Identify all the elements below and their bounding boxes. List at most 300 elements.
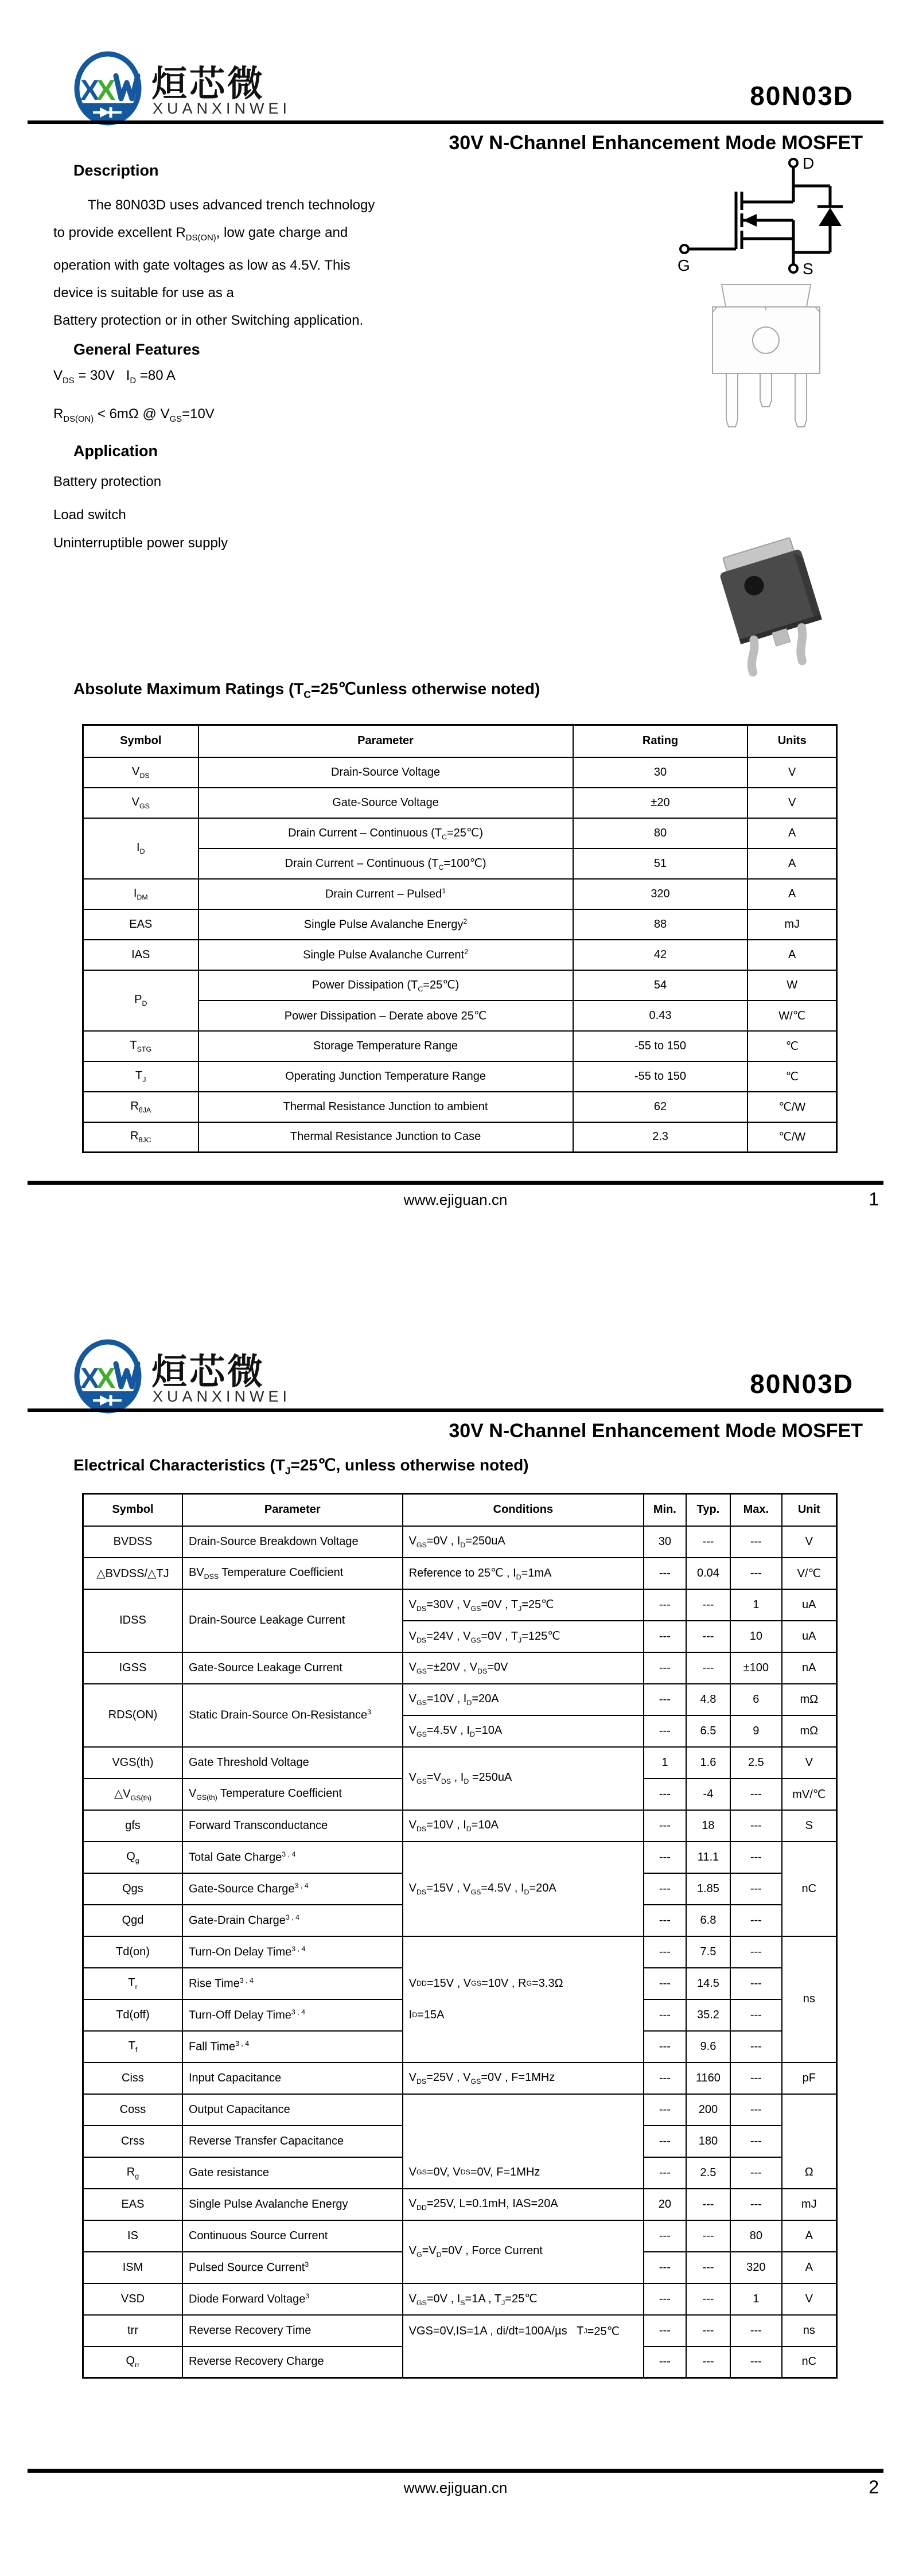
- table-row: [83, 2189, 837, 2220]
- page-subtitle: 30V N-Channel Enhancement Mode MOSFET: [449, 132, 863, 154]
- package-3d-image: [713, 534, 836, 686]
- electrical-characteristics-title: Electrical Characteristics ($T_J=25℃$, unless otherwise noted): [73, 1456, 529, 1477]
- header-rule: [28, 1408, 883, 1412]
- table-cell: 0.04: [686, 1558, 731, 1589]
- table-cell: $V_{GS}=4.5V$ , $I_D=10A$: [403, 1715, 644, 1747]
- table-cell: Operating Junction Temperature Range: [198, 1061, 573, 1092]
- column-header: Conditions: [403, 1494, 644, 1526]
- table-cell: ---: [730, 2031, 781, 2063]
- table-cell: ---: [730, 1558, 781, 1589]
- table-cell: Td(off): [83, 1999, 182, 2031]
- table-cell: 54: [573, 970, 748, 1001]
- description-line: Battery protection or in other Switching application.: [53, 312, 364, 328]
- logo-mark-icon: [72, 1338, 146, 1418]
- table-cell: 1.85: [686, 1873, 731, 1905]
- column-header: Unit: [782, 1494, 837, 1526]
- table-header-row: [83, 1494, 837, 1526]
- column-header: Parameter: [182, 1494, 403, 1526]
- table-cell: ---: [730, 1968, 781, 1999]
- table-cell: Static Drain-Source On-Resistance$^3$: [182, 1684, 403, 1747]
- logo-letter: X: [96, 74, 116, 106]
- table-cell: V DD =15V , V GS =10V , R G =3.3Ω I D =15A: [403, 1936, 644, 2063]
- table-row: [83, 2315, 837, 2347]
- table-cell: 62: [573, 1092, 748, 1122]
- abs-max-ratings-table: [82, 724, 838, 1153]
- table-cell: pF: [782, 2063, 837, 2094]
- table-cell: S: [782, 1810, 837, 1842]
- table-cell: ---: [730, 1810, 781, 1842]
- table-cell: mΩ: [782, 1684, 837, 1715]
- table-cell: ---: [644, 1715, 686, 1747]
- table-cell: ---: [730, 2347, 781, 2378]
- table-cell: ---: [644, 2126, 686, 2157]
- table-cell: $P_D$: [83, 970, 198, 1031]
- table-cell: Total Gate Charge$^{3 , 4}$: [182, 1842, 403, 1873]
- table-cell: Single Pulse Avalanche Current$^2$: [198, 940, 573, 970]
- page-subtitle: 30V N-Channel Enhancement Mode MOSFET: [449, 1420, 863, 1442]
- table-cell: $V_{DS}=10V$ , $I_D=10A$: [403, 1810, 644, 1842]
- table-cell: Rise Time$^{3 , 4}$: [182, 1968, 403, 1999]
- table-cell: RDS(ON): [83, 1684, 182, 1747]
- table-cell: IDSS: [83, 1589, 182, 1652]
- table-cell: ---: [686, 2347, 731, 2378]
- table-cell: Drain-Source Leakage Current: [182, 1589, 403, 1652]
- table-cell: Reverse Recovery Charge: [182, 2347, 403, 2378]
- table-cell: ---: [644, 1589, 686, 1621]
- table-cell: ---: [644, 2031, 686, 2063]
- table-cell: VSD: [83, 2283, 182, 2315]
- table-cell: -4: [686, 1779, 731, 1810]
- table-cell: A: [782, 2252, 837, 2283]
- table-cell: VGS=0V,IS=1A , di/dt=100A/µs T J =25℃: [403, 2315, 644, 2378]
- table-cell: $V_{DS}=15V$ , $V_{GS}=4.5V$ , $I_D=20A$: [403, 1842, 644, 1936]
- table-cell: ---: [644, 2220, 686, 2252]
- description-line: device is suitable for use as a: [53, 285, 234, 301]
- table-row: [83, 1747, 837, 1779]
- table-row: [83, 2094, 837, 2126]
- table-cell: V GS =0V, V DS =0V, F=1MHz: [403, 2094, 644, 2189]
- table-cell: Ciss: [83, 2063, 182, 2094]
- table-cell: nC: [782, 2347, 837, 2378]
- table-cell: $Q_g$: [83, 1842, 182, 1873]
- table-cell: 30: [644, 1526, 686, 1558]
- table-cell: ---: [644, 1558, 686, 1589]
- table-cell: ---: [730, 1779, 781, 1810]
- table-cell: $BV_{DSS}$ Temperature Coefficient: [182, 1558, 403, 1589]
- table-cell: $T_r$: [83, 1968, 182, 1999]
- footer-rule: [28, 2469, 883, 2473]
- table-cell: ---: [686, 2252, 731, 2283]
- table-cell: 42: [573, 940, 748, 970]
- table-cell: ---: [730, 1999, 781, 2031]
- column-header: Max.: [730, 1494, 781, 1526]
- table-cell: 6.8: [686, 1905, 731, 1936]
- table-cell: ℃: [748, 1031, 836, 1061]
- column-header: Rating: [573, 725, 748, 757]
- footer-rule: [28, 1181, 883, 1185]
- table-cell: $V_{GS}=\pm 20V$ , $V_{DS}=0V$: [403, 1652, 644, 1684]
- table-cell: 2.5: [730, 1747, 781, 1779]
- table-cell: Qgd: [83, 1905, 182, 1936]
- table-cell: VGS(th): [83, 1747, 182, 1779]
- column-header: Symbol: [83, 1494, 182, 1526]
- table-cell: 1160: [686, 2063, 731, 2094]
- table-row: [83, 1684, 837, 1715]
- table-row: [83, 1558, 837, 1589]
- table-cell: Gate Threshold Voltage: [182, 1747, 403, 1779]
- table-cell: uA: [782, 1621, 837, 1652]
- table-cell: A: [748, 849, 836, 879]
- table-cell: Gate-Drain Charge$^{3 , 4}$: [182, 1905, 403, 1936]
- table-row: [83, 1092, 837, 1122]
- table-cell: Drain-Source Voltage: [198, 757, 573, 788]
- table-cell: △BVDSS/△TJ: [83, 1558, 182, 1589]
- table-cell: 6: [730, 1684, 781, 1715]
- terminal-label-drain: D: [803, 156, 815, 172]
- table-cell: $I_{DM}$: [83, 879, 198, 909]
- table-cell: Thermal Resistance Junction to ambient: [198, 1092, 573, 1122]
- table-cell: $T_J$: [83, 1061, 198, 1092]
- table-cell: mJ: [748, 909, 836, 940]
- table-cell: ---: [686, 2189, 731, 2220]
- column-header: Min.: [644, 1494, 686, 1526]
- table-row: [83, 757, 837, 788]
- table-cell: 9.6: [686, 2031, 731, 2063]
- table-cell: Drain Current – Continuous $(T_C=100℃)$: [198, 849, 573, 879]
- table-cell: ---: [644, 2315, 686, 2347]
- table-cell: Continuous Source Current: [182, 2220, 403, 2252]
- table-cell: ---: [686, 1621, 731, 1652]
- footer-website: www.ejiguan.cn: [403, 1191, 508, 1208]
- table-row: [83, 818, 837, 849]
- table-cell: 20: [644, 2189, 686, 2220]
- table-cell: Input Capacitance: [182, 2063, 403, 2094]
- table-row: [83, 1589, 837, 1621]
- table-cell: Gate-Source Voltage: [198, 788, 573, 818]
- table-cell: Qgs: [83, 1873, 182, 1905]
- table-cell: ---: [644, 1652, 686, 1684]
- table-cell: 4.8: [686, 1684, 731, 1715]
- table-cell: A: [748, 879, 836, 909]
- table-cell: $V_{GS}=0V$ , $I_D=250uA$: [403, 1526, 644, 1558]
- application-title: Application: [73, 442, 158, 460]
- table-row: [83, 2220, 837, 2252]
- table-cell: 6.5: [686, 1715, 731, 1747]
- table-cell: $V_{GS}$: [83, 788, 198, 818]
- table-cell: 0.43: [573, 1001, 748, 1031]
- table-cell: Coss: [83, 2094, 182, 2126]
- table-cell: $\triangle V_{GS(th)}$: [83, 1779, 182, 1810]
- table-cell: V: [748, 788, 836, 818]
- part-number: 80N03D: [750, 1369, 854, 1399]
- table-cell: A: [748, 818, 836, 849]
- table-cell: $R_{\theta JC}$: [83, 1122, 198, 1153]
- table: [82, 1493, 838, 2379]
- table-cell: ---: [686, 2315, 731, 2347]
- table-cell: Power Dissipation – Derate above 25℃: [198, 1001, 573, 1031]
- table-row: [83, 1526, 837, 1558]
- table-cell: IS: [83, 2220, 182, 2252]
- table-row: [83, 1122, 837, 1153]
- table-cell: V: [782, 1747, 837, 1779]
- table-cell: ---: [686, 2220, 731, 2252]
- table-row: [83, 2063, 837, 2094]
- logo-chinese-name: 烜芯微: [151, 64, 266, 104]
- column-header: Units: [748, 725, 836, 757]
- table-cell: ---: [644, 1999, 686, 2031]
- table-cell: Reverse Recovery Time: [182, 2315, 403, 2347]
- table-cell: -55 to 150: [573, 1031, 748, 1061]
- table-cell: Pulsed Source Current$^3$: [182, 2252, 403, 2283]
- column-header: Parameter: [198, 725, 573, 757]
- table-cell: 200: [686, 2094, 731, 2126]
- table-cell: mJ: [782, 2189, 837, 2220]
- table-cell: ---: [644, 1968, 686, 1999]
- table-cell: ---: [644, 1684, 686, 1715]
- table-row: [83, 788, 837, 818]
- feature-line: $V_{DS} = 30V$ $I_D =80$ A: [53, 368, 176, 386]
- table-cell: V: [782, 2283, 837, 2315]
- table-cell: ns: [782, 1936, 837, 2063]
- table-cell: ---: [644, 2283, 686, 2315]
- table-cell: EAS: [83, 909, 198, 940]
- description-line: to provide excellent $R_{DS(ON)}$, low gate charge and: [53, 225, 348, 243]
- electrical-characteristics-table: [82, 1493, 838, 2379]
- table-cell: ---: [644, 1842, 686, 1873]
- table-cell: Turn-On Delay Time$^{3 , 4}$: [182, 1936, 403, 1968]
- logo-letter: X: [80, 74, 100, 106]
- table-cell: ---: [686, 2283, 731, 2315]
- table-cell: nC: [782, 1842, 837, 1936]
- logo-chinese-name: 烜芯微: [151, 1352, 266, 1392]
- table-cell: ---: [730, 2126, 781, 2157]
- table-cell: 18: [686, 1810, 731, 1842]
- table-cell: 51: [573, 849, 748, 879]
- table-cell: W: [748, 970, 836, 1001]
- table-row: [83, 879, 837, 909]
- table-cell: ±100: [730, 1652, 781, 1684]
- description-paragraph: [53, 192, 489, 334]
- table-cell: $R_{\theta JA}$: [83, 1092, 198, 1122]
- table-cell: A: [748, 940, 836, 970]
- table-cell: IAS: [83, 940, 198, 970]
- table-cell: trr: [83, 2315, 182, 2347]
- table-cell: $I_D$: [83, 818, 198, 879]
- table-cell: $V_{DS}$: [83, 757, 198, 788]
- terminal-label-source: S: [803, 260, 813, 278]
- table-cell: W/℃: [748, 1001, 836, 1031]
- table-cell: mΩ: [782, 1715, 837, 1747]
- column-header: Typ.: [686, 1494, 731, 1526]
- table-cell: ---: [686, 1589, 731, 1621]
- table-cell: ---: [730, 1905, 781, 1936]
- general-features-title: General Features: [73, 341, 200, 358]
- table-cell: Drain Current – Pulsed$^1$: [198, 879, 573, 909]
- table-cell: Ω: [782, 2094, 837, 2189]
- table-cell: Drain Current – Continuous $(T_C=25℃)$: [198, 818, 573, 849]
- table-cell: Gate-Source Leakage Current: [182, 1652, 403, 1684]
- table-cell: $Q_{rr}$: [83, 2347, 182, 2378]
- table-cell: Thermal Resistance Junction to Case: [198, 1122, 573, 1153]
- table-cell: 320: [730, 2252, 781, 2283]
- table-cell: ---: [644, 1873, 686, 1905]
- table-cell: 7.5: [686, 1936, 731, 1968]
- table-cell: mV/℃: [782, 1779, 837, 1810]
- table-cell: ---: [730, 2063, 781, 2094]
- logo-letter: X: [80, 1362, 100, 1394]
- table-cell: 180: [686, 2126, 731, 2157]
- table-cell: ---: [730, 1842, 781, 1873]
- table: [82, 724, 838, 1153]
- table-cell: Reverse Transfer Capacitance: [182, 2126, 403, 2157]
- table-cell: 88: [573, 909, 748, 940]
- header-rule: [28, 120, 883, 124]
- table-cell: ---: [730, 2094, 781, 2126]
- package-outline-drawing: [704, 282, 828, 440]
- table-cell: $V_{GS}=V_{DS}$ , $I_D =250uA$: [403, 1747, 644, 1810]
- table-row: [83, 1652, 837, 1684]
- table-cell: 80: [573, 818, 748, 849]
- application-item: Load switch: [53, 507, 126, 523]
- table-cell: V: [748, 757, 836, 788]
- table-cell: ℃/W: [748, 1122, 836, 1153]
- table-cell: Reference to 25℃ , $I_D=1mA$: [403, 1558, 644, 1589]
- table-cell: ---: [644, 2157, 686, 2189]
- table-cell: ---: [730, 1936, 781, 1968]
- table-cell: 30: [573, 757, 748, 788]
- table-cell: Turn-Off Delay Time$^{3 , 4}$: [182, 1999, 403, 2031]
- table-cell: Output Capacitance: [182, 2094, 403, 2126]
- table-cell: V: [782, 1526, 837, 1558]
- page-2: [0, 1288, 911, 2576]
- table-cell: IGSS: [83, 1652, 182, 1684]
- page-number: 2: [869, 2477, 879, 2497]
- part-number: 80N03D: [750, 81, 854, 111]
- table-cell: $V_G=V_D=0V$ , Force Current: [403, 2220, 644, 2283]
- table-cell: ---: [644, 1905, 686, 1936]
- table-cell: $V_{DS}=24V$ , $V_{GS}=0V$ , $T_J=125℃$: [403, 1621, 644, 1652]
- table-cell: ---: [686, 1526, 731, 1558]
- logo-letter: X: [96, 1362, 116, 1394]
- table-cell: ---: [644, 2252, 686, 2283]
- table-cell: $V_{GS}=0V$ , $I_S=1A$ , $T_J=25℃$: [403, 2283, 644, 2315]
- table-cell: Gate resistance: [182, 2157, 403, 2189]
- table-cell: $T_{STG}$: [83, 1031, 198, 1061]
- table-cell: Crss: [83, 2126, 182, 2157]
- table-row: [83, 940, 837, 970]
- table-row: [83, 1936, 837, 1968]
- table-cell: ---: [644, 1621, 686, 1652]
- table-cell: EAS: [83, 2189, 182, 2220]
- terminal-label-gate: G: [678, 256, 690, 274]
- table-row: [83, 1842, 837, 1873]
- table-cell: uA: [782, 1589, 837, 1621]
- table-cell: ---: [644, 1779, 686, 1810]
- table-row: [83, 1061, 837, 1092]
- table-cell: $V_{GS}=10V$ , $I_D=20A$: [403, 1684, 644, 1715]
- logo-english-name: XUANXINWEI: [153, 100, 291, 117]
- table-cell: A: [782, 2220, 837, 2252]
- table-cell: $V_{DS}=25V$ , $V_{GS}=0V$ , F=1MHz: [403, 2063, 644, 2094]
- table-cell: ---: [730, 2315, 781, 2347]
- table-row: [83, 2283, 837, 2315]
- table-cell: ---: [730, 1873, 781, 1905]
- table-cell: ---: [730, 2189, 781, 2220]
- table-cell: Diode Forward Voltage$^3$: [182, 2283, 403, 2315]
- description-line: The 80N03D uses advanced trench technology: [88, 197, 375, 213]
- table-cell: ---: [730, 1526, 781, 1558]
- table-cell: 1: [730, 2283, 781, 2315]
- table-cell: 2.3: [573, 1122, 748, 1153]
- table-cell: Forward Transconductance: [182, 1810, 403, 1842]
- table-cell: Gate-Source Charge$^{3 , 4}$: [182, 1873, 403, 1905]
- abs-max-ratings-title: Absolute Maximum Ratings ($T_C=25℃unless$ otherwise noted): [73, 680, 540, 701]
- table-header-row: [83, 725, 837, 757]
- table-cell: ---: [644, 1936, 686, 1968]
- table-row: [83, 1810, 837, 1842]
- table-cell: 9: [730, 1715, 781, 1747]
- table-cell: V/℃: [782, 1558, 837, 1589]
- logo-english-name: XUANXINWEI: [153, 1388, 291, 1405]
- table-cell: 1: [644, 1747, 686, 1779]
- table-cell: Fall Time$^{3 , 4}$: [182, 2031, 403, 2063]
- column-header: Symbol: [83, 725, 198, 757]
- table-cell: BVDSS: [83, 1526, 182, 1558]
- logo-mark-icon: [72, 50, 146, 130]
- table-cell: 2.5: [686, 2157, 731, 2189]
- table-cell: Td(on): [83, 1936, 182, 1968]
- table-cell: -55 to 150: [573, 1061, 748, 1092]
- table-cell: ISM: [83, 2252, 182, 2283]
- table-cell: Power Dissipation $(T_C=25℃)$: [198, 970, 573, 1001]
- feature-line: $R_{DS(ON)} < 6m\Omega$ @ $V_{GS}=10V$: [53, 406, 215, 424]
- table-cell: 1: [730, 1589, 781, 1621]
- table-cell: ---: [644, 2347, 686, 2378]
- table-cell: ---: [644, 1810, 686, 1842]
- table-cell: $V_{GS(th)}$ Temperature Coefficient: [182, 1779, 403, 1810]
- table-cell: 80: [730, 2220, 781, 2252]
- page-number: 1: [869, 1189, 879, 1209]
- description-title: Description: [73, 162, 159, 179]
- table-cell: $R_g$: [83, 2157, 182, 2189]
- table-cell: 11.1: [686, 1842, 731, 1873]
- table-cell: 10: [730, 1621, 781, 1652]
- table-row: [83, 909, 837, 940]
- footer-website: www.ejiguan.cn: [403, 2479, 508, 2496]
- table-cell: $V_{DS}=30V$ , $V_{GS}=0V$ , $T_J=25℃$: [403, 1589, 644, 1621]
- table-cell: ℃/W: [748, 1092, 836, 1122]
- table-cell: Single Pulse Avalanche Energy: [182, 2189, 403, 2220]
- description-line: operation with gate voltages as low as 4.5V. This: [53, 257, 351, 273]
- application-item: Battery protection: [53, 474, 162, 489]
- table-cell: ---: [730, 2157, 781, 2189]
- table-cell: ---: [644, 2094, 686, 2126]
- table-cell: ---: [686, 1652, 731, 1684]
- table-cell: nA: [782, 1652, 837, 1684]
- table-cell: 14.5: [686, 1968, 731, 1999]
- table-row: [83, 970, 837, 1001]
- table-cell: 320: [573, 879, 748, 909]
- table-cell: 35.2: [686, 1999, 731, 2031]
- table-cell: Single Pulse Avalanche Energy$^2$: [198, 909, 573, 940]
- table-cell: ±20: [573, 788, 748, 818]
- mosfet-symbol-icon: [663, 156, 858, 279]
- table-cell: ℃: [748, 1061, 836, 1092]
- table-row: [83, 1031, 837, 1061]
- table-cell: Drain-Source Breakdown Voltage: [182, 1526, 403, 1558]
- table-cell: gfs: [83, 1810, 182, 1842]
- table-cell: 1.6: [686, 1747, 731, 1779]
